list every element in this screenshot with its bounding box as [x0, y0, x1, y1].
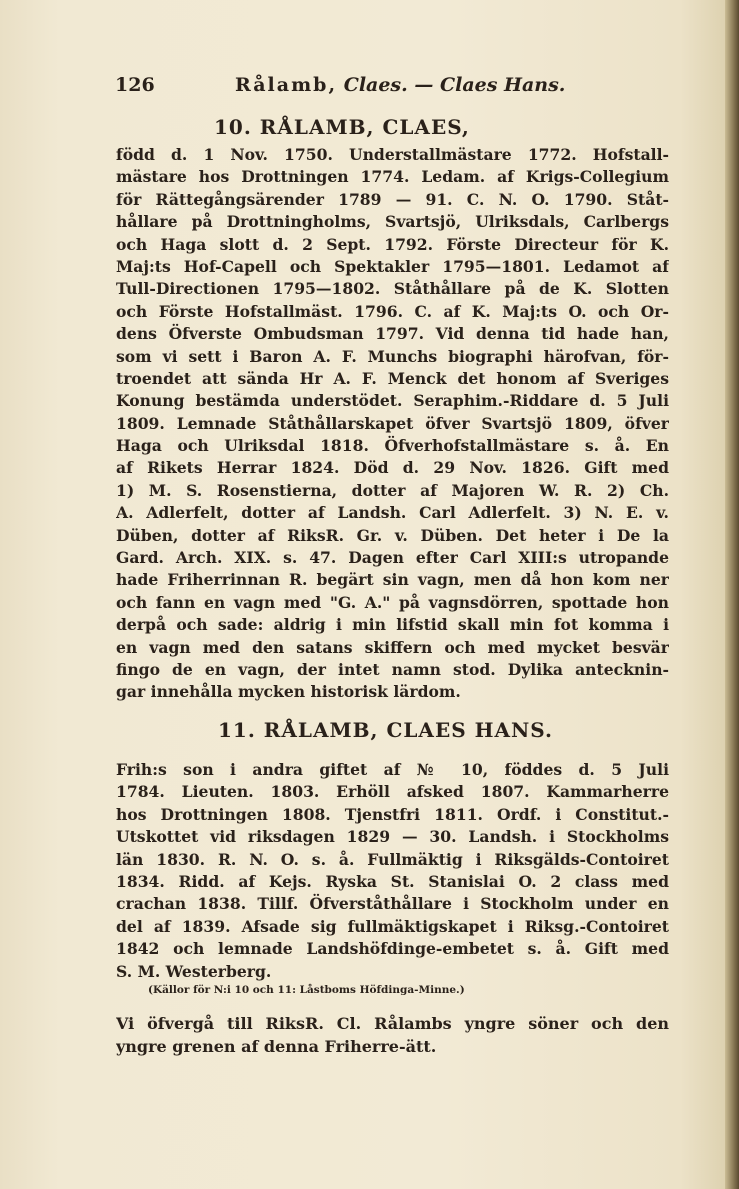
text-line: Konung bestämda understödet. Seraphim.-Riddare d. 5 Juli	[116, 391, 669, 411]
text-line: Vi öfvergå till RiksR. Cl. Rålambs yngre söner och den	[116, 1014, 669, 1033]
text-line: troendet att sända Hr A. F. Menck det honom af Sveriges	[116, 368, 669, 388]
text-line: hos Drottningen 1808. Tjenstfri 1811. Ordf. i Constitut.-	[116, 804, 669, 824]
text-line: yngre grenen af denna Friherre-ätt.	[116, 1037, 437, 1056]
text-line: gar innehålla mycken historisk lärdom.	[116, 682, 461, 702]
text-line: Frih:s son i andra giftet af № 10, föddes d. 5 Juli	[116, 760, 669, 779]
running-header	[115, 74, 675, 98]
entry-10-heading: 10. RÅLAMB, CLAES,	[214, 115, 470, 139]
closing-paragraph	[116, 1012, 669, 1058]
text-line: A. Adlerfelt, dotter af Landsh. Carl Adlerfelt. 3) N. E. v.	[116, 503, 669, 523]
text-line: Utskottet vid riksdagen 1829 — 30. Landsh. i Stockholms	[116, 827, 669, 847]
entry-11-body	[116, 759, 669, 983]
text-line: en vagn med den satans skiffern och med mycket besvär	[116, 637, 669, 657]
source-note: (Källor för N:i 10 och 11: Låstboms Höfdinga-Minne.)	[148, 984, 465, 996]
text-line: del af 1839. Afsade sig fullmäktigskapet i Riksg.-Contoiret	[116, 916, 669, 936]
text-line: född d. 1 Nov. 1750. Understallmästare 1772. Hofstall-	[116, 145, 669, 164]
text-line: 1784. Lieuten. 1803. Erhöll afsked 1807. Kammarherre	[116, 782, 669, 802]
text-line: 1) M. S. Rosenstierna, dotter af Majoren W. R. 2) Ch.	[116, 480, 669, 500]
entry-11-heading: 11. RÅLAMB, CLAES HANS.	[218, 718, 553, 742]
text-line: derpå och sade: aldrig i min lifstid skall min fot komma i	[116, 615, 669, 635]
text-line: Düben, dotter af RiksR. Gr. v. Düben. Det heter i De la	[116, 525, 669, 545]
text-line: fingo de en vagn, der intet namn stod. Dylika antecknin-	[116, 659, 669, 679]
text-line: hade Friherrinnan R. begärt sin vagn, men då hon kom ner	[116, 570, 669, 590]
text-line: hållare på Drottningholms, Svartsjö, Ulriksdals, Carlbergs	[116, 212, 669, 232]
entry-10-body	[116, 144, 669, 704]
text-line: för Rättegångsärender 1789 — 91. C. N. O. 1790. Ståt-	[116, 189, 669, 209]
text-line: af Rikets Herrar 1824. Död d. 29 Nov. 1826. Gift med	[116, 458, 669, 478]
text-line: mästare hos Drottningen 1774. Ledam. af Krigs-Collegium	[116, 167, 669, 187]
text-line: crachan 1838. Tillf. Öfverståthållare i Stockholm under en	[116, 894, 669, 914]
text-line: och fann en vagn med "G. A." på vagnsdörren, spottade hon	[116, 592, 669, 612]
text-line: Maj:ts Hof-Capell och Spektakler 1795—1801. Ledamot af	[116, 256, 669, 276]
text-line: 1834. Ridd. af Kejs. Ryska St. Stanislai O. 2 class med	[116, 871, 669, 891]
text-line: Tull-Directionen 1795—1802. Ståthållare på de K. Slotten	[116, 279, 669, 299]
text-line: Haga och Ulriksdal 1818. Öfverhofstallmästare s. å. En	[116, 436, 669, 456]
text-line: Gard. Arch. XIX. s. 47. Dagen efter Carl XIII:s utropande	[116, 548, 669, 568]
text-line: S. M. Westerberg.	[116, 961, 272, 981]
text-line: län 1830. R. N. O. s. å. Fullmäktig i Riksgälds-Contoiret	[116, 849, 669, 869]
text-line: dens Öfverste Ombudsman 1797. Vid denna tid hade han,	[116, 324, 669, 344]
text-line: 1809. Lemnade Ståthållarskapet öfver Svartsjö 1809, öfver	[116, 413, 669, 433]
text-line: som vi sett i Baron A. F. Munchs biographi härofvan, för-	[116, 346, 669, 366]
text-line: 1842 och lemnade Landshöfdinge-embetet s. å. Gift med	[116, 939, 669, 959]
running-title: Rålamb, Claes. — Claes Hans.	[235, 74, 566, 96]
text-line: och Haga slott d. 2 Sept. 1792. Förste Directeur för K.	[116, 234, 669, 254]
text-line: och Förste Hofstallmäst. 1796. C. af K. Maj:ts O. och Or-	[116, 301, 669, 321]
page-edge	[725, 0, 739, 1189]
page-number: 126	[115, 74, 155, 96]
